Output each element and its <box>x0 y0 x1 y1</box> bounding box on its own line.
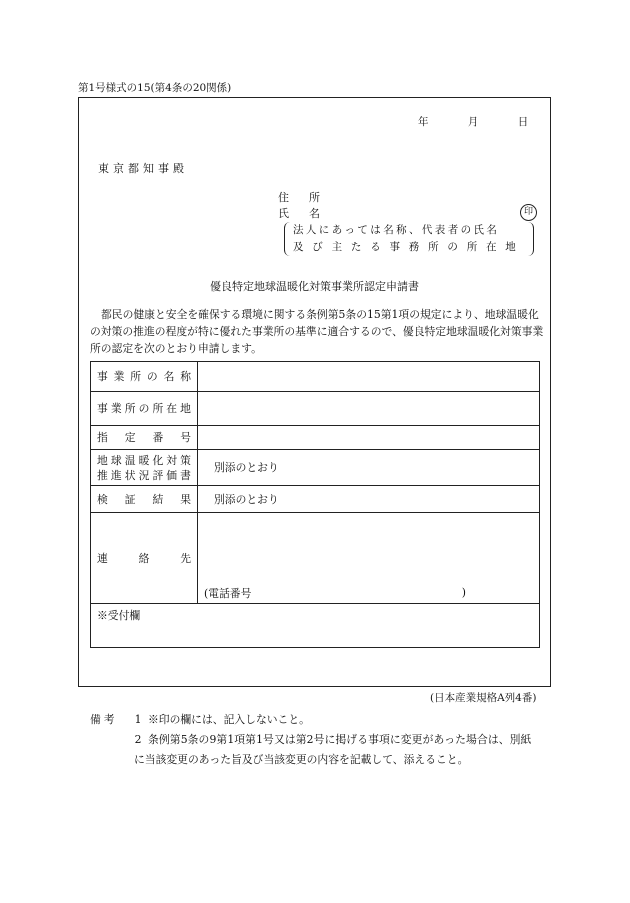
verification-label-cell <box>91 486 198 513</box>
verification-value: 別添のとおり <box>214 492 279 506</box>
business-name-label: 事 業 所 の 名 称 <box>97 370 191 383</box>
evaluation-label-line1: 地 球 温 暖 化 対 策 <box>97 453 191 467</box>
phone-close: ) <box>461 586 466 599</box>
address-label: 住所 <box>278 191 340 204</box>
document-title: 優良特定地球温暖化対策事業所認定申請書 <box>210 280 419 293</box>
verification-label: 検 証 結 果 <box>97 492 191 506</box>
remark-text: 条例第5条の9第1項第1号又は第2号に掲げる事項に変更があった場合は、別紙 <box>148 733 532 746</box>
business-name-label-cell <box>91 362 198 392</box>
reception-label: ※受付欄 <box>97 609 141 622</box>
contact-field[interactable] <box>198 513 540 604</box>
remark-number: 2 <box>134 733 142 746</box>
seal-mark: 印 <box>520 204 537 221</box>
application-table <box>90 361 540 648</box>
remark-item-1 <box>90 710 531 730</box>
remark-text-continued: に当該変更のあった旨及び当該変更の内容を記載して、添えること。 <box>134 753 469 766</box>
business-location-field[interactable] <box>198 392 540 426</box>
table-row <box>91 513 540 604</box>
phone-line <box>204 586 466 601</box>
table-row <box>91 450 540 486</box>
designation-number-label-cell <box>91 426 198 450</box>
phone-open: (電話番号 <box>204 587 252 600</box>
corporate-note-line2: 及び主たる事務所の所在地 <box>293 241 525 253</box>
verification-field[interactable] <box>198 486 540 513</box>
designation-number-label: 指 定 番 号 <box>97 431 191 444</box>
table-row <box>91 426 540 450</box>
addressee: 東京都知事殿 <box>98 162 188 175</box>
evaluation-label-line2: 推 進 状 況 評 価 書 <box>97 468 191 482</box>
remark-item-2-continued <box>90 750 531 770</box>
applicant-block <box>278 190 338 222</box>
date-row <box>418 114 528 129</box>
remark-item-2 <box>90 730 531 750</box>
table-row <box>91 604 540 648</box>
day-label: 日 <box>517 116 529 128</box>
form-number-label: 第1号様式の15(第4条の20関係) <box>78 82 232 94</box>
corporate-note <box>284 222 534 256</box>
evaluation-field[interactable] <box>198 450 540 486</box>
designation-number-field[interactable] <box>198 426 540 450</box>
business-name-field[interactable] <box>198 362 540 392</box>
jis-size-note: (日本産業規格A列4番) <box>430 692 537 704</box>
contact-label-cell <box>91 513 198 604</box>
evaluation-label-cell <box>91 450 198 486</box>
remarks-section <box>90 710 531 770</box>
table-row <box>91 486 540 513</box>
business-location-label-cell <box>91 392 198 426</box>
corporate-note-line1: 法人にあっては名称、代表者の氏名 <box>293 224 500 236</box>
table-row <box>91 392 540 426</box>
evaluation-value: 別添のとおり <box>214 461 279 474</box>
year-label: 年 <box>418 116 429 128</box>
remark-number: 1 <box>134 713 142 726</box>
remarks-heading: 備考 <box>90 713 118 726</box>
month-label: 月 <box>467 116 479 128</box>
name-label: 氏名 <box>278 207 340 220</box>
table-row <box>91 362 540 392</box>
application-statement: 都民の健康と安全を確保する環境に関する条例第5条の15第1項の規定により、地球温暖化の対策の推進の程度が特に優れた事業所の基準に適合するので、優良特定地球温暖化対策事業所の認定を次のとおり申請します。 <box>90 308 544 355</box>
contact-label: 連 絡 先 <box>97 551 191 565</box>
remark-text: ※印の欄には、記入しないこと。 <box>148 713 310 726</box>
reception-field <box>91 604 540 648</box>
business-location-label: 事 業 所 の 所 在 地 <box>97 402 191 415</box>
